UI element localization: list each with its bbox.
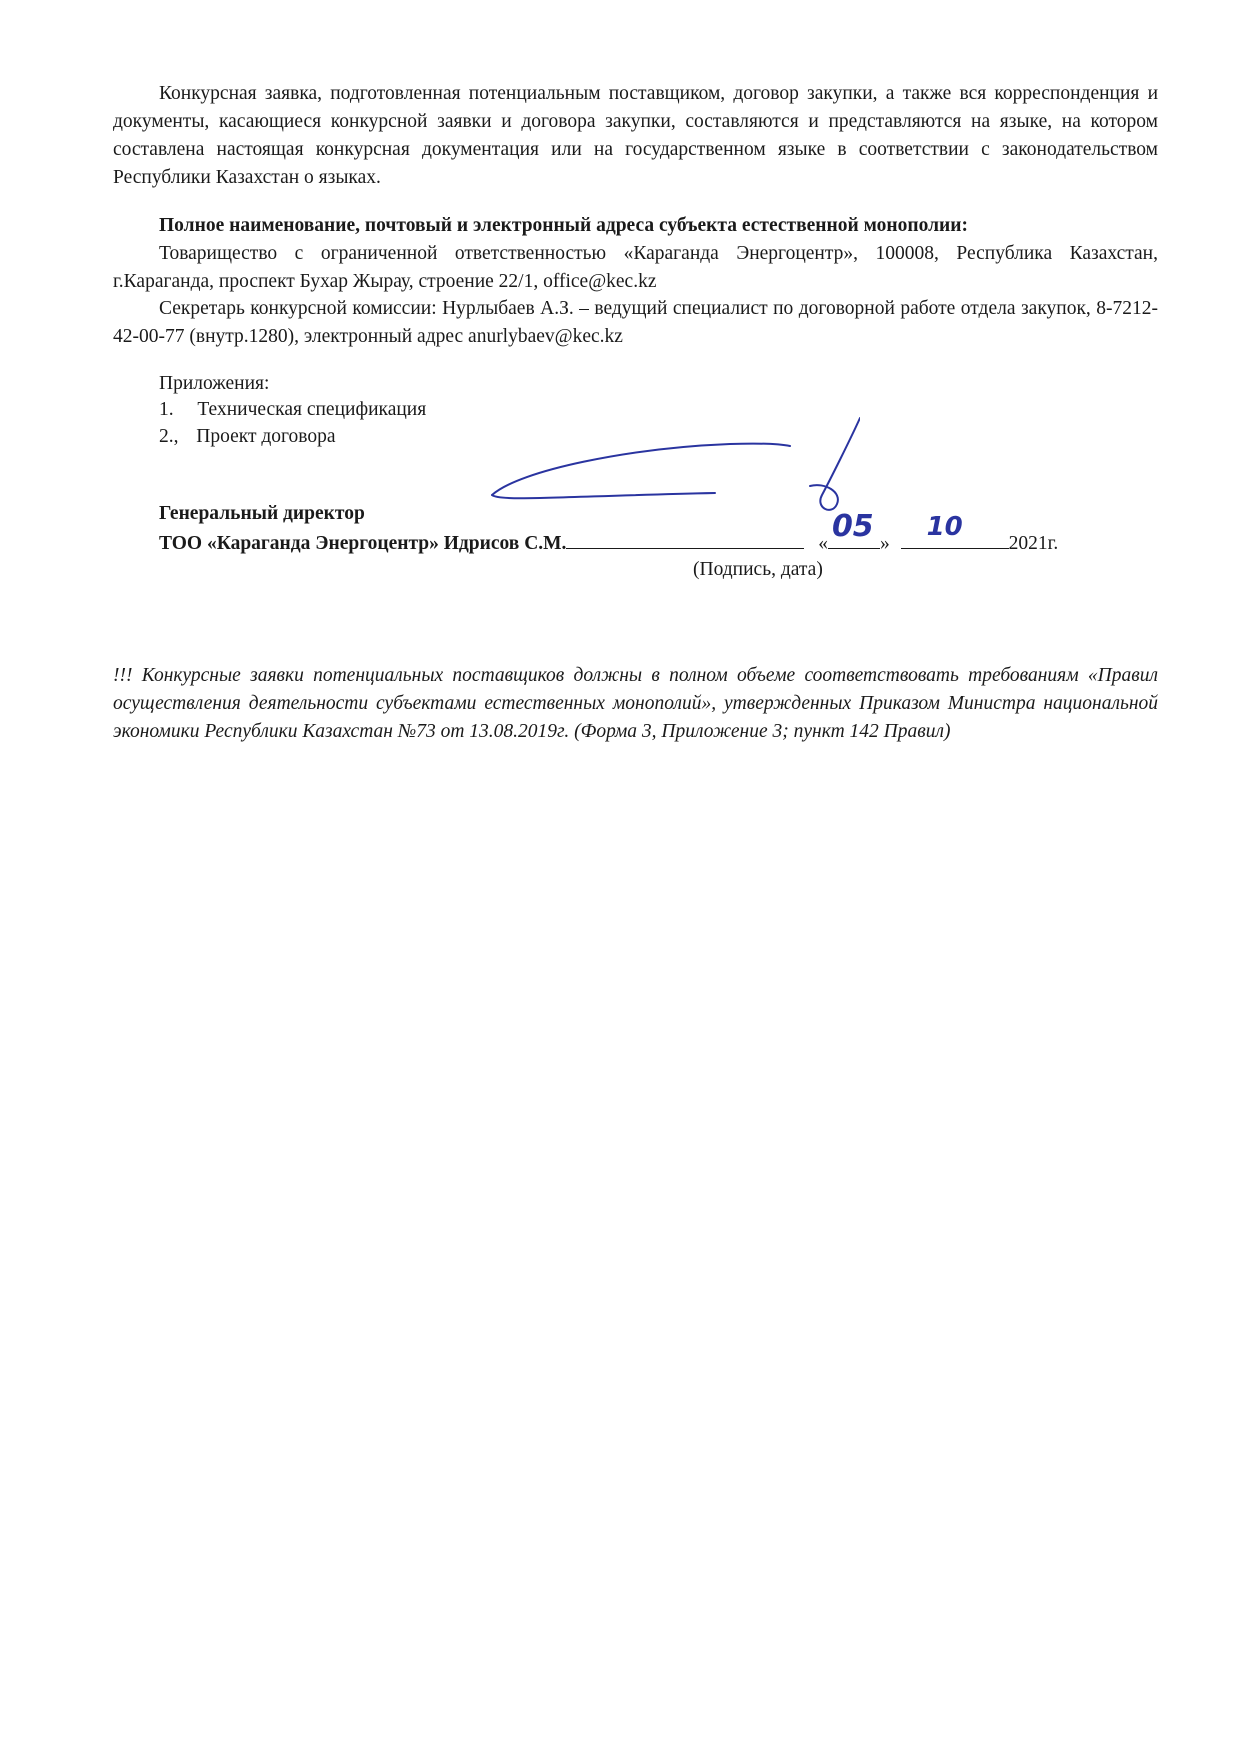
signature-caption: (Подпись, дата) <box>693 559 823 580</box>
org-address: Товарищество с ограниченной ответственностью «Караганда Энергоцентр», 100008, Республика Казахстан, г.Караганда, проспект Бухар Жырау, строение 22/1, office@kec.kz <box>113 243 1158 292</box>
date-year: 2021г. <box>1008 533 1059 554</box>
attachment-number: 2., <box>159 426 179 447</box>
secretary-info: Секретарь конкурсной комиссии: Нурлыбаев А.З. – ведущий специалист по договорной работе отдела закупок, 8-7212-42-00-77 (внутр.1280), электронный адрес anurlybaev@kec.kz <box>113 298 1158 347</box>
attachment-label: Проект договора <box>196 426 336 447</box>
date-month: 10 <box>926 512 963 542</box>
date-day-blank <box>828 509 880 549</box>
attachment-label: Техническая спецификация <box>197 399 427 420</box>
handwritten-signature <box>480 410 860 520</box>
date-quote-close: » <box>879 533 890 554</box>
attachments-heading: Приложения: <box>159 373 270 394</box>
attachment-item <box>159 396 426 424</box>
attachment-item <box>159 423 336 451</box>
language-paragraph: Конкурсная заявка, подготовленная потенциальным поставщиком, договор закупки, а также вся корреспонденция и документы, касающиеся конкурсной заявки и договора закупки, составляются и представляются на языке, на котором составлена настоящая конкурсная документация или на государственном языке в соответствии с законодательством Республики Казахстан о языках. <box>113 83 1158 188</box>
org-heading: Полное наименование, почтовый и электронный адреса субъекта естественной монополии: <box>159 215 968 236</box>
date-month-blank <box>901 512 1009 549</box>
date-quote-open: « <box>818 533 828 554</box>
attachment-number: 1. <box>159 399 174 420</box>
signature-blank <box>566 528 804 549</box>
signer-position: Генеральный директор <box>159 503 365 524</box>
date-day: 05 <box>831 509 874 544</box>
signer-org-name: ТОО «Караганда Энергоцентр» Идрисов С.М. <box>159 533 567 554</box>
footnote: !!! Конкурсные заявки потенциальных поставщиков должны в полном объеме соответствовать требованиям «Правил осуществления деятельности субъектами естественных монополий», утвержденных Приказом Министра национальной экономики Республики Казахстан №73 от 13.08.2019г. (Форма 3, Приложение 3; пункт 142 Правил) <box>113 665 1158 742</box>
